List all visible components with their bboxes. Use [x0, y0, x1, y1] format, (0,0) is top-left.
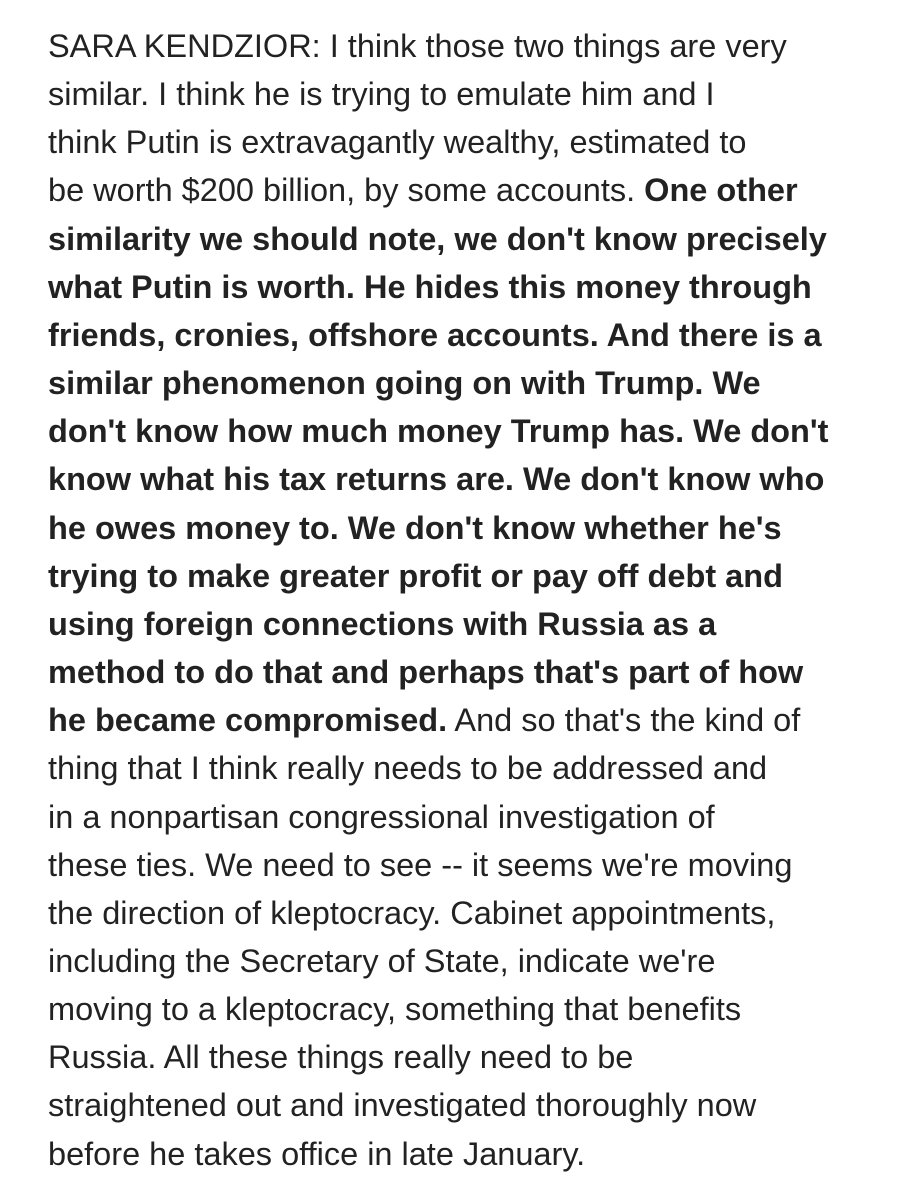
- transcript-line: [48, 841, 898, 889]
- transcript-line: [48, 263, 898, 311]
- text-run: similar. I think he is trying to emulate him and I: [48, 76, 715, 113]
- text-run: these ties. We need to see -- it seems we're moving: [48, 846, 793, 883]
- bold-text-run: he became compromised.: [48, 702, 448, 739]
- text-run: think Putin is extravagantly wealthy, estimated to: [48, 124, 747, 161]
- transcript-line: [48, 744, 898, 792]
- bold-text-run: what Putin is worth. He hides this money through: [48, 268, 812, 305]
- text-run: moving to a kleptocracy, something that benefits: [48, 991, 742, 1028]
- bold-text-run: know what his tax returns are. We don't know who: [48, 461, 825, 498]
- text-run: be worth $200 billion, by some accounts.: [48, 172, 645, 209]
- text-run: And so that's the kind of: [447, 702, 801, 739]
- transcript-line: [48, 696, 898, 744]
- transcript-body: [48, 22, 898, 1178]
- text-run: in a nonpartisan congressional investigation of: [48, 798, 715, 835]
- transcript-line: [48, 793, 898, 841]
- transcript-line: [48, 1033, 898, 1081]
- transcript-line: [48, 648, 898, 696]
- transcript-line: [48, 552, 898, 600]
- transcript-line: [48, 600, 898, 648]
- transcript-line: [48, 70, 898, 118]
- text-run: straightened out and investigated thoroughly now: [48, 1087, 757, 1124]
- transcript-line: [48, 985, 898, 1033]
- text-run: Russia. All these things really need to be: [48, 1039, 634, 1076]
- transcript-line: [48, 407, 898, 455]
- bold-text-run: similarity we should note, we don't know precisely: [48, 220, 827, 257]
- transcript-line: [48, 22, 898, 70]
- text-run: the direction of kleptocracy. Cabinet appointments,: [48, 894, 776, 931]
- transcript-line: [48, 1081, 898, 1129]
- bold-text-run: don't know how much money Trump has. We don't: [48, 413, 829, 450]
- bold-text-run: method to do that and perhaps that's part of how: [48, 654, 804, 691]
- transcript-line: [48, 504, 898, 552]
- text-run: before he takes office in late January.: [48, 1135, 586, 1172]
- bold-text-run: trying to make greater profit or pay off debt and: [48, 557, 783, 594]
- transcript-line: [48, 937, 898, 985]
- text-run: SARA KENDZIOR: I think those two things are very: [48, 28, 787, 64]
- transcript-line: [48, 215, 898, 263]
- transcript-line: [48, 455, 898, 503]
- bold-text-run: similar phenomenon going on with Trump. We: [48, 365, 761, 402]
- transcript-line: [48, 118, 898, 166]
- bold-text-run: One other: [644, 172, 798, 209]
- bold-text-run: he owes money to. We don't know whether he's: [48, 509, 782, 546]
- transcript-line: [48, 889, 898, 937]
- transcript-line: [48, 359, 898, 407]
- transcript-line: [48, 1130, 898, 1178]
- text-run: including the Secretary of State, indicate we're: [48, 942, 716, 979]
- bold-text-run: friends, cronies, offshore accounts. And there is a: [48, 316, 822, 353]
- transcript-line: [48, 166, 898, 214]
- bold-text-run: using foreign connections with Russia as a: [48, 605, 717, 642]
- text-run: thing that I think really needs to be addressed and: [48, 750, 768, 787]
- transcript-line: [48, 311, 898, 359]
